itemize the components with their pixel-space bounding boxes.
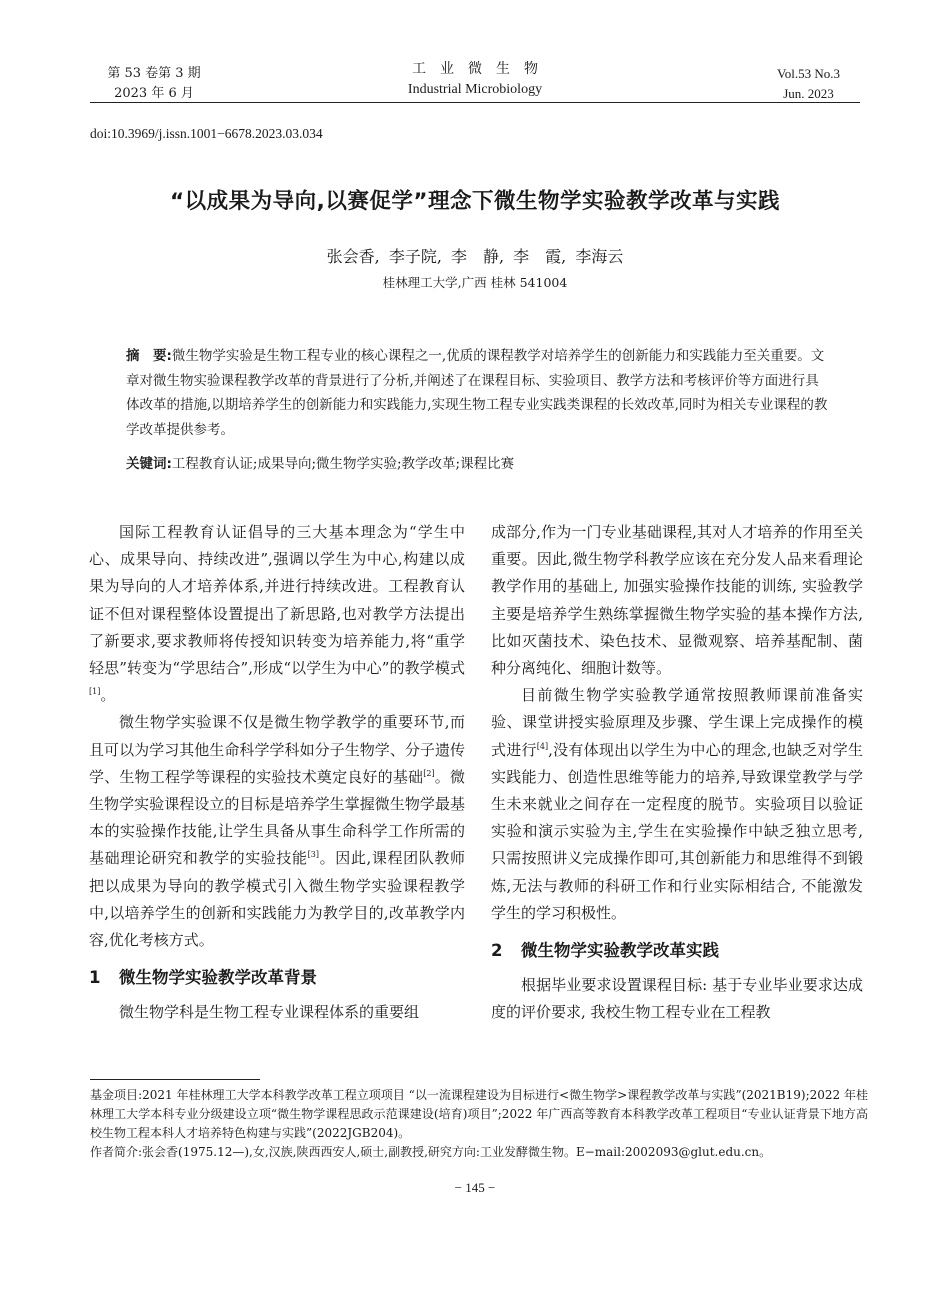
footnotes [90, 1086, 868, 1162]
paragraph [491, 682, 863, 927]
paragraph-text: ,没有体现出以学生为中心的理念,也缺乏对学生实践能力、创造性思维等能力的培养,导致课堂教学与学生未来就业之间存在一定程度的脱节。实验项目以验证实验和演示实验为主,学生在实验操作中缺乏独立思考, 只需按照讲义完成操作即可,其创新能力和思维得不到锻炼,无法与教师的科研工作和行业实际相结合, 不能激发学生的学习积极性。 [491, 740, 863, 922]
footnote-rule [90, 1079, 260, 1080]
paragraph [89, 709, 465, 954]
section-heading-2 [491, 937, 863, 964]
citation-ref[interactable]: [3] [307, 850, 320, 860]
keywords [126, 453, 832, 475]
date-cn: 2023 年 6 月 [114, 86, 194, 101]
paragraph-text: 。 [100, 686, 116, 705]
paragraph-text: 。微生物学实验课程设立的目标是培养学生掌握微生物学最基本的实验操作技能,让学生具备从事生命科学工作所需的基础理论研究和教学的实验技能 [89, 767, 465, 868]
header-volume-cn [104, 64, 204, 104]
citation-ref[interactable]: [2] [423, 768, 435, 778]
header-journal [300, 58, 650, 100]
affiliation: 桂林理工大学,广西 桂林 541004 [382, 275, 568, 290]
authors: 张会香, 李子院, 李 静, 李 霞, 李海云 [326, 247, 624, 266]
paragraph: 微生物学科是生物工程专业课程体系的重要组 [119, 1003, 420, 1022]
paragraph: 根据毕业要求设置课程目标: 基于专业毕业要求达成度的评价要求, 我校生物工程专业在工程教 [491, 976, 863, 1022]
paragraph [89, 519, 465, 709]
article-title: “以成果为导向,以赛促学”理念下微生物学实验教学改革与实践 [170, 189, 780, 214]
paragraph: 成部分,作为一门专业基础课程,其对人才培养的作用至关重要。因此,微生物学科教学应该在充分发人品来看理论教学作用的基础上, 加强实验操作技能的训练, 实验教学主要是培养学生熟练掌握微生物学实验的基本操作方法,比如灭菌技术、染色技术、显微观察、培养基配制、菌种分离纯化、细胞计数等。 [491, 523, 863, 678]
author-note: 作者简介:张会香(1975.12—),女,汉族,陕西西安人,硕士,副教授,研究方向:工业发酵微生物。E−mail:2002093@glut.edu.cn。 [90, 1145, 772, 1159]
section-heading-1 [89, 964, 465, 991]
section-title: 微生物学实验教学改革背景 [119, 968, 317, 988]
section-number: 1 [89, 968, 101, 988]
paragraph-text: 微生物学实验课不仅是微生物学教学的重要环节,而且可以为学习其他生命科学学科如分子生物学、分子遗传学、生物工程学等课程的实验技术奠定良好的基础 [89, 713, 465, 786]
journal-name-en: Industrial Microbiology [407, 82, 543, 97]
keywords-text: 工程教育认证;成果导向;微生物学实验;教学改革;课程比赛 [171, 456, 515, 472]
volume-issue-cn: 第 53 卷第 3 期 [107, 66, 201, 81]
paragraph-text: 国际工程教育认证倡导的三大基本理念为“学生中心、成果导向、持续改进”,强调以学生为中心,构建以成果为导向的人才培养体系,并进行持续改进。工程教育认证不但对课程整体设置提出了新思路,也对教学方法提出了新要求,要求教师将传授知识转变为培养能力,将“重学轻思”转变为“学思结合”,形成“以学生为中心”的教学模式 [89, 523, 465, 678]
abstract-label: 摘 要: [126, 348, 172, 364]
citation-ref[interactable]: [1] [89, 687, 101, 697]
section-number: 2 [491, 941, 503, 961]
header-rule [90, 102, 860, 103]
volume-issue-en: Vol.53 No.3 [777, 66, 840, 81]
body-column-left [89, 519, 465, 1026]
date-en: Jun. 2023 [783, 86, 834, 101]
page-number: − 145 − [454, 1180, 496, 1195]
section-title: 微生物学实验教学改革实践 [521, 941, 719, 961]
abstract-text: 微生物学实验是生物工程专业的核心课程之一,优质的课程教学对培养学生的创新能力和实践能力至关重要。文章对微生物实验课程教学改革的背景进行了分析,并阐述了在课程目标、实验项目、教学方法和考核评价等方面进行具体改革的措施,以期培养学生的创新能力和实践能力,实现生物工程专业实践类课程的长效改革,同时为相关专业课程的教学改革提供参考。 [126, 348, 828, 438]
journal-name-cn: 工业微生物 [412, 61, 552, 77]
body-column-right [491, 519, 863, 1026]
abstract [126, 344, 832, 442]
doi[interactable]: doi:10.3969/j.issn.1001−6678.2023.03.034 [90, 126, 323, 141]
header-volume-en [777, 64, 840, 104]
funding-note: 基金项目:2021 年桂林理工大学本科教学改革工程立项项目 “以一流课程建设为目标进行<微生物学>课程教学改革与实践”(2021B19);2022 年桂林理工大学本科专业分级建设立项“微生物学课程思政示范课建设(培育)项目”;2022 年广西高等教育本科教学改革工程项目“专业认证背景下地方高校生物工程本科人才培养特色构建与实践”(2022JGB204)。 [90, 1088, 868, 1140]
keywords-label: 关键词: [126, 456, 172, 472]
paragraph-text: 。因此,课程团队教师把以成果为导向的教学模式引入微生物学实验课程教学中,以培养学生的创新和实践能力为教学目的,改革教学内容,优化考核方式。 [89, 849, 465, 950]
citation-ref[interactable]: [4] [536, 741, 549, 751]
paragraph-text: 目前微生物学实验教学通常按照教师课前准备实验、课堂讲授实验原理及步骤、学生课上完成操作的模式进行 [491, 686, 863, 759]
